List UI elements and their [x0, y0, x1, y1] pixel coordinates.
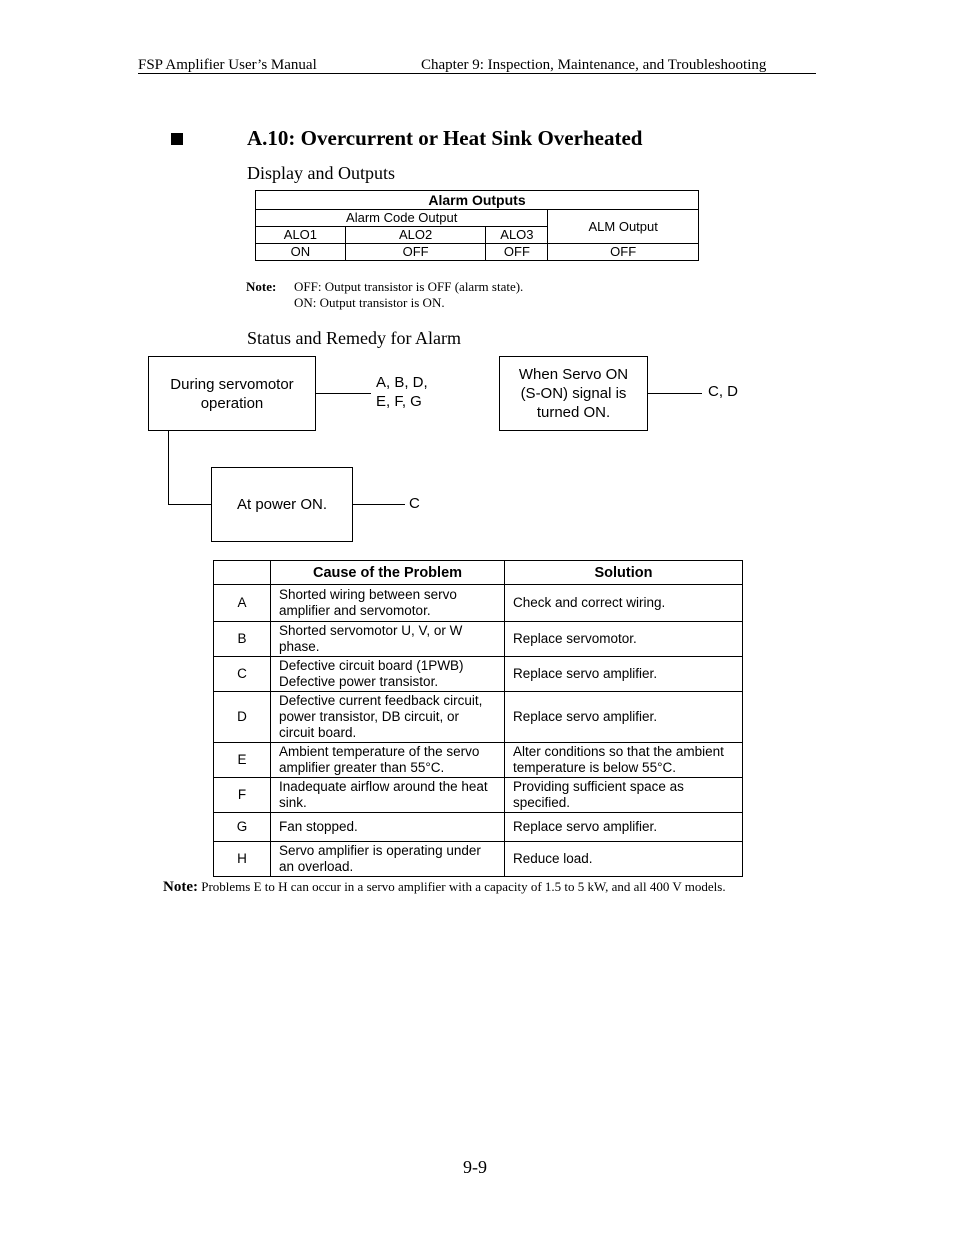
connector-line: [353, 504, 405, 505]
section-title: A.10: Overcurrent or Heat Sink Overheated: [247, 126, 643, 150]
note-label: Note:: [246, 279, 277, 294]
capacity-note-label: Note:: [163, 879, 198, 895]
alo1-value: ON: [256, 244, 346, 261]
row-code: C: [214, 657, 271, 692]
header-chapter-title: Chapter 9: Inspection, Maintenance, and Troubleshooting: [421, 57, 767, 73]
table-row: [214, 657, 743, 692]
power-on-label: At power ON.: [236, 496, 328, 513]
servomotor-operation-label: During servomotor operation: [170, 375, 294, 412]
row-code: B: [214, 622, 271, 657]
table-row: [214, 743, 743, 778]
alo3-header: ALO3: [486, 227, 548, 244]
connector-line: [648, 393, 702, 394]
table-row: [214, 842, 743, 877]
alo3-value: OFF: [486, 244, 548, 261]
status-remedy-heading: Status and Remedy for Alarm: [247, 328, 461, 348]
code-column-header: [214, 561, 271, 585]
row-cause: Defective circuit board (1PWB) Defective power transistor.: [271, 657, 505, 692]
servomotor-operation-codes-line2: E, F, G: [376, 393, 422, 410]
row-cause: Inadequate airflow around the heat sink.: [271, 778, 505, 813]
cause-solution-table: [213, 560, 743, 877]
table-row: [214, 813, 743, 842]
header-manual-title: FSP Amplifier User’s Manual: [138, 57, 317, 73]
servo-on-label: When Servo ON (S-ON) signal is turned ON.: [518, 366, 629, 421]
solution-column-header: Solution: [505, 561, 743, 585]
row-code: D: [214, 692, 271, 743]
servo-on-box: [499, 356, 648, 431]
row-solution: Providing sufficient space as specified.: [505, 778, 743, 813]
row-cause: Fan stopped.: [271, 813, 505, 842]
power-on-codes: C: [409, 495, 420, 512]
alarm-code-output-header: Alarm Code Output: [256, 210, 548, 227]
alm-output-header: ALM Output: [548, 210, 699, 244]
row-solution: Alter conditions so that the ambient temperature is below 55°C.: [505, 743, 743, 778]
header-rule: [138, 73, 816, 74]
row-cause: Defective current feedback circuit, power transistor, DB circuit, or circuit board.: [271, 692, 505, 743]
row-code: G: [214, 813, 271, 842]
servomotor-operation-box: [148, 356, 316, 431]
row-solution: Replace servo amplifier.: [505, 813, 743, 842]
row-cause: Servo amplifier is operating under an overload.: [271, 842, 505, 877]
note-line-off: OFF: Output transistor is OFF (alarm state).: [294, 279, 524, 294]
row-solution: Replace servomotor.: [505, 622, 743, 657]
display-outputs-heading: Display and Outputs: [247, 163, 395, 183]
alarm-outputs-table: [255, 190, 699, 261]
capacity-note-text: Problems E to H can occur in a servo amplifier with a capacity of 1.5 to 5 kW, and all 400 V models.: [201, 879, 726, 894]
servo-on-codes: C, D: [708, 383, 738, 400]
row-code: H: [214, 842, 271, 877]
cause-column-header: Cause of the Problem: [271, 561, 505, 585]
page-number: 9-9: [463, 1157, 487, 1177]
row-code: A: [214, 585, 271, 622]
row-solution: Check and correct wiring.: [505, 585, 743, 622]
row-solution: Replace servo amplifier.: [505, 657, 743, 692]
alo1-header: ALO1: [256, 227, 346, 244]
row-cause: Shorted wiring between servo amplifier and servomotor.: [271, 585, 505, 622]
row-solution: Replace servo amplifier.: [505, 692, 743, 743]
capacity-note: [163, 879, 726, 896]
section-bullet-icon: [171, 133, 183, 145]
row-cause: Shorted servomotor U, V, or W phase.: [271, 622, 505, 657]
connector-line: [168, 504, 211, 505]
table-row: [214, 692, 743, 743]
alm-value: OFF: [548, 244, 699, 261]
note-line-on: ON: Output transistor is ON.: [294, 295, 445, 310]
table-row: [214, 778, 743, 813]
row-code: E: [214, 743, 271, 778]
table-row: [214, 622, 743, 657]
power-on-box: [211, 467, 353, 542]
servomotor-operation-codes-line1: A, B, D,: [376, 374, 428, 391]
row-cause: Ambient temperature of the servo amplifier greater than 55°C.: [271, 743, 505, 778]
connector-line: [168, 431, 169, 504]
alarm-table-title: Alarm Outputs: [256, 191, 699, 210]
table-row: [214, 585, 743, 622]
row-code: F: [214, 778, 271, 813]
alo2-header: ALO2: [345, 227, 486, 244]
alo2-value: OFF: [345, 244, 486, 261]
row-solution: Reduce load.: [505, 842, 743, 877]
connector-line: [316, 393, 371, 394]
table-header-row: [214, 561, 743, 585]
